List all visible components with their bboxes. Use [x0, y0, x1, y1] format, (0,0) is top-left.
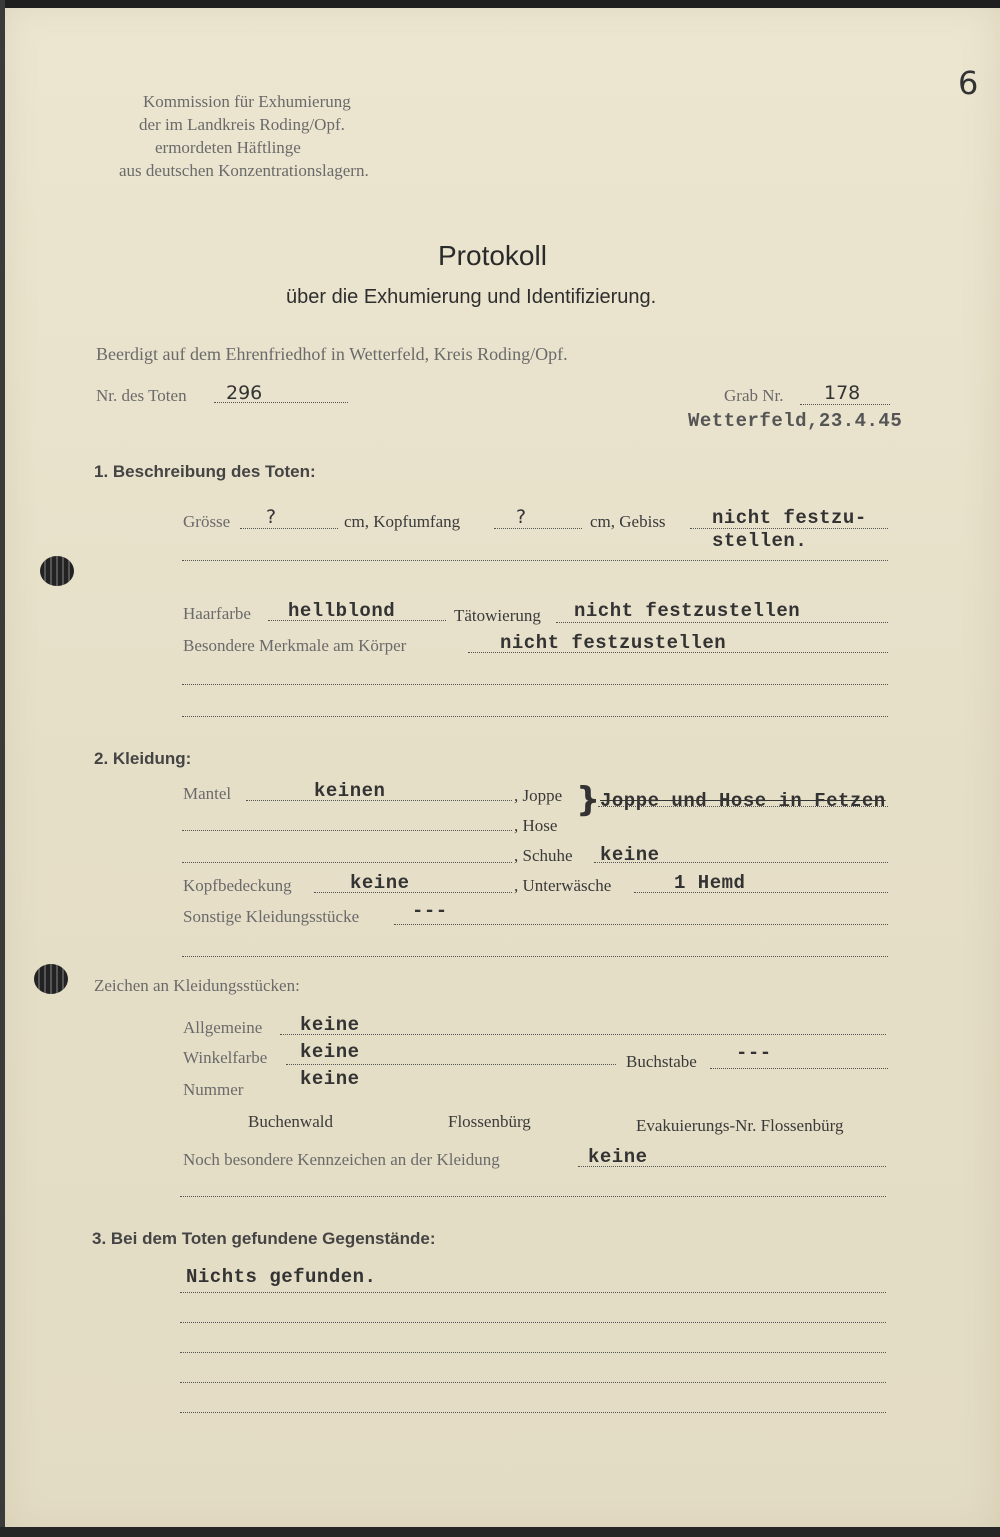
flossenbuerg-label: Flossenbürg [448, 1112, 531, 1131]
haarfarbe-value: hellblond [288, 600, 396, 622]
nummer-label: Nummer [183, 1080, 244, 1099]
winkelfarbe-line [286, 1064, 616, 1065]
schuhe-value: keine [600, 844, 660, 866]
kopfbedeckung-line [314, 892, 512, 893]
mantel-label: Mantel [183, 784, 232, 803]
buchenwald-label: Buchenwald [248, 1112, 333, 1131]
gebiss-label: cm, Gebiss [590, 512, 666, 531]
buchstabe-label: Buchstabe [626, 1052, 697, 1071]
header-line-2: der im Landkreis Roding/Opf. [139, 115, 345, 134]
page-subtitle: über die Exhumierung und Identifizierung. [286, 286, 657, 308]
joppe-label: , Joppe [514, 786, 563, 805]
mantel-value: keinen [314, 780, 386, 802]
hose-label: , Hose [514, 816, 558, 835]
allgemeine-value: keine [300, 1014, 360, 1036]
sonstige-line [394, 924, 888, 925]
blank-line [180, 1196, 886, 1197]
joppe-hose-value: Joppe und Hose in Fetzen [600, 790, 886, 812]
header-line-4: aus deutschen Konzentrationslagern. [119, 161, 369, 180]
nr-toten-value: 296 [226, 382, 263, 404]
kopfumfang-line [494, 528, 582, 529]
scan-edge-bottom [0, 1527, 1000, 1537]
page-title: Protokoll [438, 240, 547, 271]
sonstige-label: Sonstige Kleidungsstücke [183, 907, 360, 926]
zeichen-heading: Zeichen an Kleidungsstücken: [94, 976, 300, 995]
blank-line [180, 1412, 886, 1413]
taetowierung-label: Tätowierung [454, 606, 541, 625]
kopfumfang-label: cm, Kopfumfang [344, 512, 461, 531]
grab-value: 178 [824, 382, 861, 404]
noch-label: Noch besondere Kennzeichen an der Kleidung [183, 1150, 500, 1169]
grab-stamp: Wetterfeld,23.4.45 [688, 410, 903, 432]
header-line-1: Kommission für Exhumierung [143, 92, 351, 111]
winkelfarbe-label: Winkelfarbe [183, 1048, 268, 1067]
unterwaesche-value: 1 Hemd [674, 872, 746, 894]
schuhe-label: , Schuhe [514, 846, 573, 865]
nr-toten-label: Nr. des Toten [96, 386, 187, 405]
grab-line [800, 404, 890, 405]
winkelfarbe-value: keine [300, 1041, 360, 1063]
blank-line [180, 1352, 886, 1353]
section-1-heading: 1. Beschreibung des Toten: [94, 462, 316, 481]
punch-hole-icon [34, 964, 68, 994]
grab-label: Grab Nr. [724, 386, 784, 405]
evakuierung-label: Evakuierungs-Nr. Flossenbürg [636, 1116, 844, 1135]
taetowierung-value: nicht festzustellen [574, 600, 801, 622]
section-3-heading: 3. Bei dem Toten gefundene Gegenstände: [92, 1229, 436, 1248]
blank-line [180, 1382, 886, 1383]
blank-line [182, 830, 512, 831]
allgemeine-line [280, 1034, 886, 1035]
gebiss-value-2: stellen. [712, 530, 808, 552]
taetowierung-line [556, 622, 888, 623]
section-2-heading: 2. Kleidung: [94, 749, 192, 768]
blank-line [182, 956, 888, 957]
blank-line [182, 560, 888, 561]
blank-line [182, 684, 888, 685]
groesse-label: Grösse [183, 512, 231, 531]
blank-line [180, 1322, 886, 1323]
kopfbedeckung-value: keine [350, 872, 410, 894]
burial-place: Beerdigt auf dem Ehrenfriedhof in Wetterfeld, Kreis Roding/Opf. [96, 344, 568, 364]
buchstabe-line [710, 1068, 888, 1069]
gebiss-value-1: nicht festzu- [712, 507, 867, 529]
merkmale-value: nicht festzustellen [500, 632, 727, 654]
unterwaesche-line [634, 892, 888, 893]
scan-edge-top [0, 0, 1000, 8]
nummer-value: keine [300, 1068, 360, 1090]
section-3-value: Nichts gefunden. [186, 1266, 377, 1288]
kopfbedeckung-label: Kopfbedeckung [183, 876, 292, 895]
blank-line [182, 716, 888, 717]
haarfarbe-label: Haarfarbe [183, 604, 251, 623]
kopfumfang-value: ? [516, 506, 527, 528]
merkmale-label: Besondere Merkmale am Körper [183, 636, 407, 655]
groesse-value: ? [266, 506, 277, 528]
blank-line [182, 862, 512, 863]
scan-edge-left [0, 0, 5, 1537]
noch-value: keine [588, 1146, 648, 1168]
allgemeine-label: Allgemeine [183, 1018, 263, 1037]
header-line-3: ermordeten Häftlinge [155, 138, 301, 157]
page-number: 6 [958, 64, 979, 102]
brace-icon: } [576, 780, 601, 820]
sonstige-value: --- [412, 900, 448, 922]
groesse-line [240, 528, 338, 529]
buchstabe-value: --- [736, 1042, 772, 1064]
punch-hole-icon [40, 556, 74, 586]
unterwaesche-label: , Unterwäsche [514, 876, 612, 895]
blank-line [180, 1292, 886, 1293]
